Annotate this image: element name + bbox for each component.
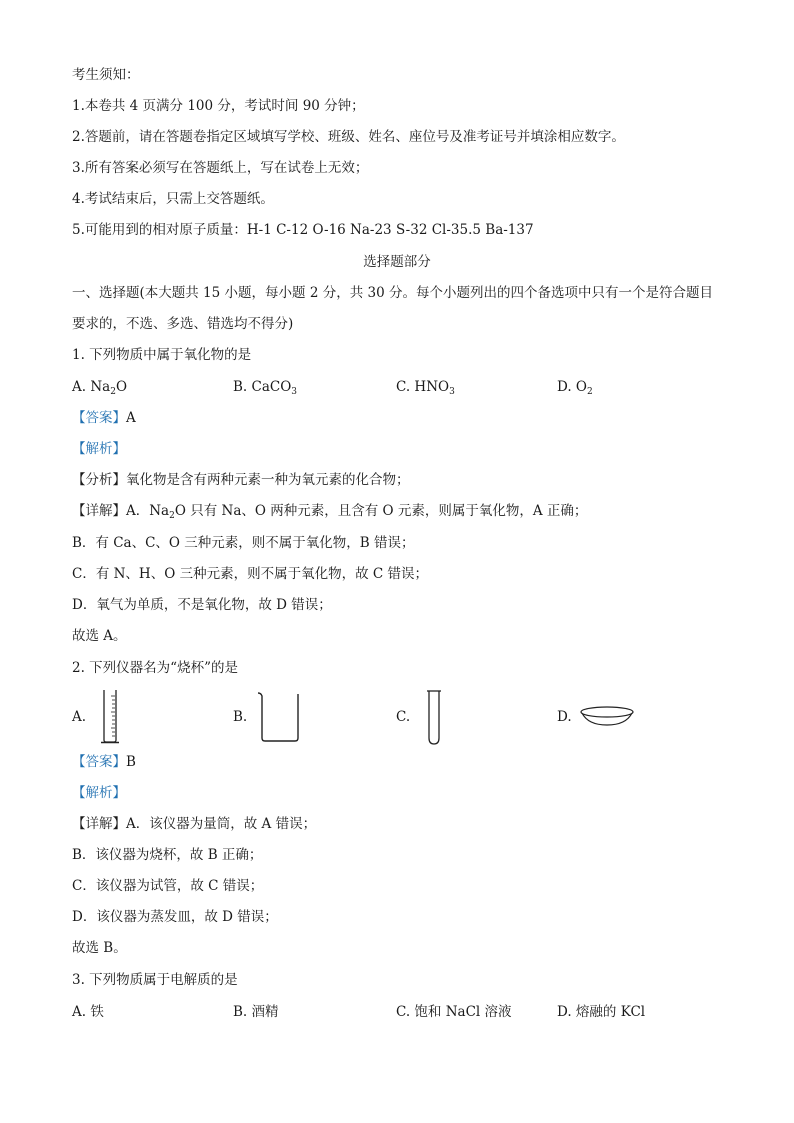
q2-stem: 2. 下列仪器名为“烧杯”的是 xyxy=(72,660,238,676)
q1-detail-line: D．氧气为单质，不是氧化物，故 D 错误； xyxy=(72,597,332,613)
graduated-cylinder-icon xyxy=(98,688,122,744)
beaker-icon xyxy=(255,690,305,744)
q1-answer xyxy=(72,409,136,427)
q3-option-a: A. 铁 xyxy=(72,1004,104,1020)
q2-option-b-label: B. xyxy=(233,709,248,725)
q2-detail-line: C．该仪器为试管，故 C 错误； xyxy=(72,878,264,894)
q1-option-a: A. $Na_2O$ xyxy=(72,379,128,397)
q2-option-c-label: C. xyxy=(396,709,411,725)
notice-item-3: 3.所有答案必须写在答题纸上，写在试卷上无效； xyxy=(72,160,369,176)
evaporating-dish-icon xyxy=(578,703,636,729)
test-tube-icon xyxy=(424,688,444,746)
section-title: 选择题部分 xyxy=(363,254,431,270)
q1-conclusion: 故选 A。 xyxy=(72,628,127,644)
section-intro-line-2: 要求的，不选、多选、错选均不得分) xyxy=(72,316,294,332)
q1-fenxi: 【分析】氧化物是含有两种元素一种为氧元素的化合物； xyxy=(72,472,410,488)
section-intro-line-1: 一、选择题(本大题共 15 小题，每小题 2 分，共 30 分。每个小题列出的四个备选项中只有一个是符合题目 xyxy=(72,285,713,301)
q2-analysis-tag: 【解析】 xyxy=(72,785,126,801)
q2-answer xyxy=(72,753,136,771)
q1-option-b: B. CaCO$_3$ xyxy=(233,379,298,397)
q2-detail: 【详解】A．该仪器为量筒，故 A 错误； xyxy=(72,816,317,832)
q1-analysis-tag: 【解析】 xyxy=(72,441,126,457)
q3-stem: 3. 下列物质属于电解质的是 xyxy=(72,972,238,988)
q3-option-d: D. 熔融的 KCl xyxy=(557,1004,646,1020)
notice-heading: 考生须知： xyxy=(72,67,140,83)
q2-conclusion: 故选 B。 xyxy=(72,940,127,956)
answer-value: B xyxy=(126,754,136,770)
q1-stem: 1. 下列物质中属于氧化物的是 xyxy=(72,347,252,363)
q3-option-c: C. 饱和 NaCl 溶液 xyxy=(396,1004,512,1020)
notice-item-1: 1.本卷共 4 页满分 100 分，考试时间 90 分钟； xyxy=(72,98,365,114)
q1-detail-line: B．有 Ca、C、O 三种元素，则不属于氧化物，B 错误； xyxy=(72,535,415,551)
notice-item-4: 4.考试结束后，只需上交答题纸。 xyxy=(72,191,274,207)
q2-detail-line: B．该仪器为烧杯，故 B 正确； xyxy=(72,847,263,863)
answer-tag: 【答案】 xyxy=(72,410,126,426)
notice-item-5: 5.可能用到的相对原子质量：H-1 C-12 O-16 Na-23 S-32 Cl-35.5 Ba-137 xyxy=(72,222,534,238)
q1-detail: 【详解】A．$Na_2O$ 只有 Na、O 两种元素，且含有 O 元素，则属于氧化物，A 正确； xyxy=(72,503,588,521)
answer-value: A xyxy=(126,410,136,426)
q3-option-b: B. 酒精 xyxy=(233,1004,279,1020)
q1-option-d: D. $O_2$ xyxy=(557,379,593,397)
q2-option-d-label: D. xyxy=(557,709,572,725)
q1-option-c: C. $HNO_3$ xyxy=(396,379,455,397)
answer-tag: 【答案】 xyxy=(72,754,126,770)
q1-detail-line: C．有 N、H、O 三种元素，则不属于氧化物，故 C 错误； xyxy=(72,566,428,582)
q2-option-a-label: A. xyxy=(72,709,87,725)
q2-detail-line: D．该仪器为蒸发皿，故 D 错误； xyxy=(72,909,278,925)
notice-item-2: 2.答题前，请在答题卷指定区域填写学校、班级、姓名、座位号及准考证号并填涂相应数字。 xyxy=(72,129,625,145)
